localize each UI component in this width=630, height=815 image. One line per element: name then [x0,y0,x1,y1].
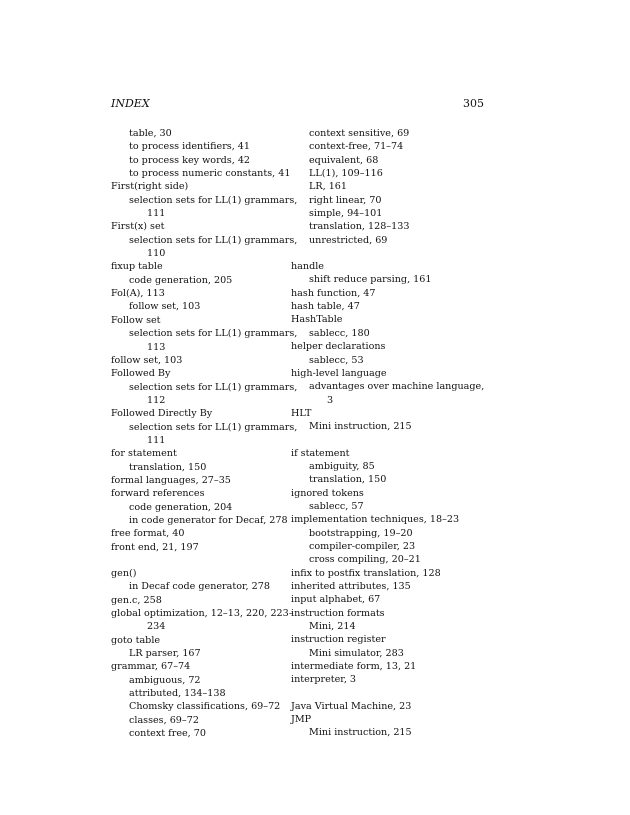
index-entry: inherited attributes, 135 [291,581,411,592]
running-header [111,97,484,110]
index-subentry: context free, 70 [129,728,206,740]
index-subentry: to process key words, 42 [129,154,251,166]
index-entry: Java Virtual Machine, 23 [291,700,412,712]
index-subentry: Mini simulator, 283 [309,647,404,659]
group-separator [291,687,491,700]
index-subentry: sablecc, 53 [309,354,364,366]
index-subentry: LR, 161 [309,181,348,193]
index-column-left [111,127,316,740]
group-separator [111,554,316,567]
index-subentry: simple, 94–101 [309,208,383,220]
index-entry: instruction register [291,634,386,646]
index-subentry: Mini instruction, 215 [309,727,412,739]
index-subentry: to process identifiers, 41 [129,141,251,153]
index-subentry: code generation, 204 [129,501,233,513]
index-entry: hash table, 47 [291,301,360,313]
index-subentry: in code generator for Decaf, 278 [129,514,288,526]
index-continuation: 234 [147,621,166,633]
index-entry: gen() [111,568,137,579]
index-subentry: right linear, 70 [309,194,382,206]
index-column-right [291,127,491,740]
index-subentry: selection sets for LL(1) grammars, [129,328,298,340]
index-subentry: table, 30 [129,128,172,139]
index-entry: high-level language [291,367,387,379]
index-subentry: context-free, 71–74 [309,141,404,153]
index-entry: Fol(A), 113 [111,288,165,300]
index-continuation: 112 [147,394,166,406]
page-number: 305 [463,97,484,110]
index-entry: free format, 40 [111,528,185,540]
index-entry: front end, 21, 197 [111,541,199,553]
index-subentry: advantages over machine language, [309,381,485,393]
group-separator [291,434,491,447]
index-entry: instruction formats [291,607,385,619]
index-subentry: Mini, 214 [309,621,356,633]
index-subentry: Chomsky classifications, 69–72 [129,701,281,713]
index-subentry: in Decaf code generator, 278 [129,581,270,593]
index-entry: helper declarations [291,341,386,353]
index-subentry: compiler-compiler, 23 [309,540,416,552]
index-subentry: sablecc, 180 [309,327,370,339]
index-entry: if statement [291,447,350,459]
index-subentry: shift reduce parsing, 161 [309,274,432,286]
group-separator [291,247,491,260]
index-continuation: 3 [327,394,334,406]
index-subentry: equivalent, 68 [309,154,379,166]
index-subentry: Mini instruction, 215 [309,421,412,433]
index-entry: Follow set [111,314,161,326]
index-entry: intermediate form, 13, 21 [291,661,417,673]
index-entry: grammar, 67–74 [111,661,191,673]
index-subentry: selection sets for LL(1) grammars, [129,194,298,206]
index-subentry: bootstrapping, 19–20 [309,527,413,539]
index-entry: hash function, 47 [291,287,376,299]
index-continuation: 110 [147,248,166,260]
index-subentry: selection sets for LL(1) grammars, [129,381,298,393]
index-entry: gen.c, 258 [111,594,162,606]
running-title: INDEX [111,97,150,110]
index-entry: global optimization, 12–13, 220, 223– [111,608,294,620]
index-subentry: follow set, 103 [129,301,201,313]
index-subentry: LL(1), 109–116 [309,168,383,180]
index-entry: fixup table [111,261,163,273]
index-subentry: classes, 69–72 [129,714,199,726]
index-entry: formal languages, 27–35 [111,474,231,486]
index-subentry: unrestricted, 69 [309,234,388,246]
index-subentry: to process numeric constants, 41 [129,168,291,180]
index-subentry: translation, 150 [309,474,387,486]
index-entry: JMP [291,714,312,726]
index-entry: forward references [111,488,205,500]
index-entry: First(x) set [111,221,165,233]
index-entry: HashTable [291,314,343,326]
index-subentry: ambiguous, 72 [129,674,201,686]
index-continuation: 111 [147,434,166,446]
index-subentry: cross compiling, 20–21 [309,554,421,566]
index-entry: interpreter, 3 [291,674,357,686]
index-subentry: code generation, 205 [129,274,233,286]
index-subentry: translation, 128–133 [309,221,410,233]
index-subentry: ambiguity, 85 [309,460,375,472]
index-continuation: 111 [147,208,166,220]
index-entry: HLT [291,407,312,419]
index-entry: Followed By [111,368,171,380]
index-entry: handle [291,261,324,273]
index-subentry: context sensitive, 69 [309,128,410,139]
index-entry: infix to postfix translation, 128 [291,567,441,579]
index-subentry: LR parser, 167 [129,648,201,660]
index-entry: Followed Directly By [111,408,213,420]
index-entry: for statement [111,448,177,460]
index-entry: First(right side) [111,181,189,193]
index-entry: input alphabet, 67 [291,594,381,606]
index-subentry: attributed, 134–138 [129,688,226,700]
index-entry: goto table [111,634,161,646]
index-continuation: 113 [147,341,166,353]
index-entry: ignored tokens [291,487,364,499]
index-entry: implementation techniques, 18–23 [291,514,460,526]
index-subentry: selection sets for LL(1) grammars, [129,234,298,246]
index-entry: follow set, 103 [111,354,183,366]
index-subentry: selection sets for LL(1) grammars, [129,421,298,433]
index-subentry: sablecc, 57 [309,500,364,512]
index-subentry: translation, 150 [129,461,207,473]
